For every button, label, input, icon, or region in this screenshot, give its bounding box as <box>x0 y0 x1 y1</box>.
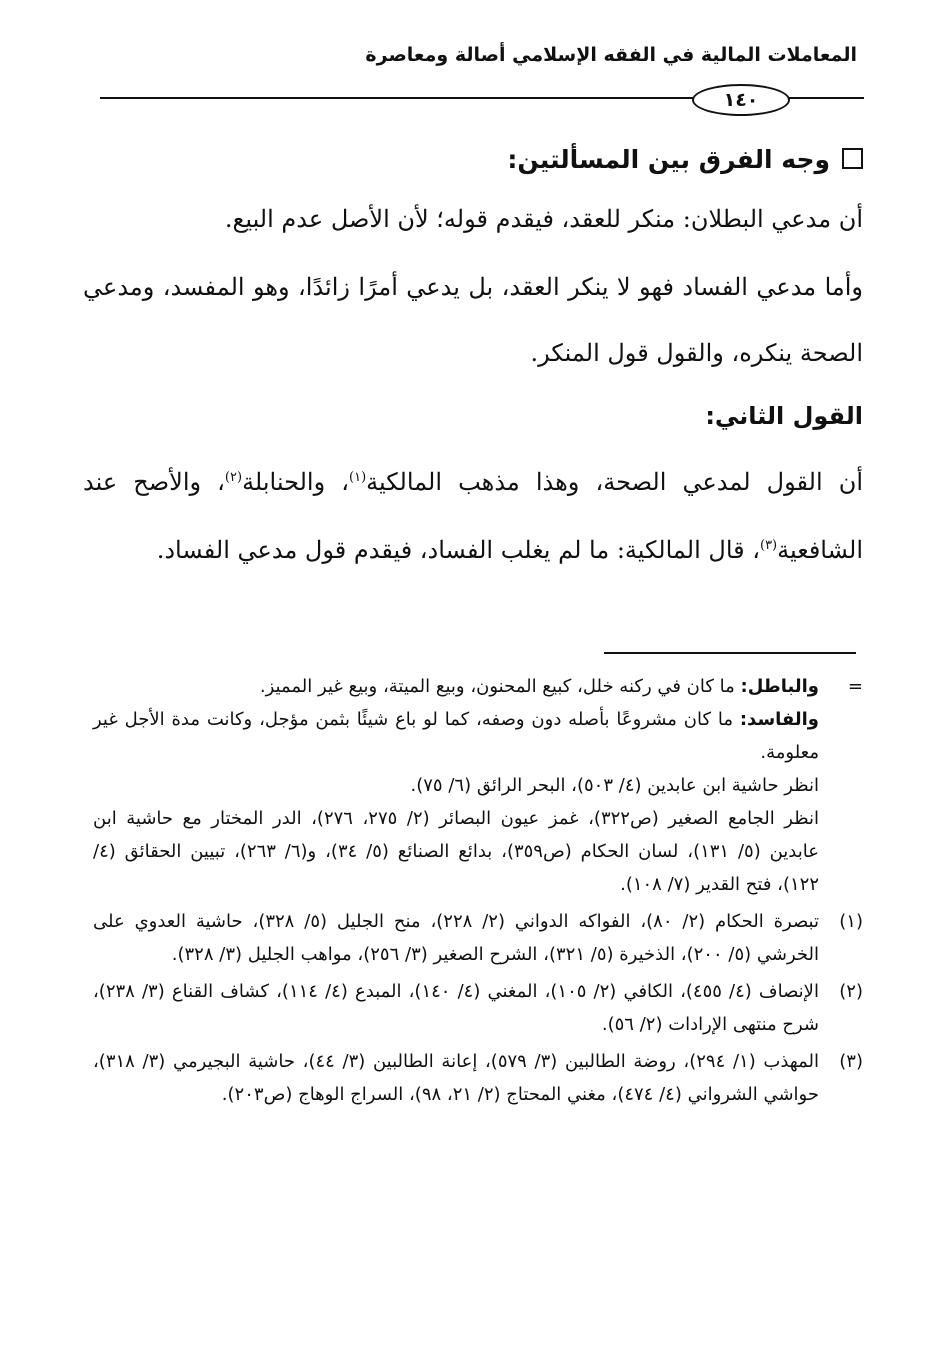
reference-a: انظر حاشية ابن عابدين (٤/ ٥٠٣)، البحر الرائق (٦/ ٧٥). <box>410 775 819 796</box>
footnote-3-text: المهذب (١/ ٢٩٤)، روضة الطالبين (٣/ ٥٧٩)، إعانة الطالبين (٣/ ٤٤)، حاشية البجيرمي (٣/ ٣١٨)، حواشي الشرواني (٤/ ٤٧٤)، مغني المحتاج (٢/ ٢١، ٩٨)، السراج الوهاج (ص٢٠٣). <box>93 1051 819 1105</box>
fasid-text: ما كان مشروعًا بأصله دون وصفه، كما لو باع شيئًا بثمن مؤجل، وكانت مدة الأجل غير معلومة. <box>93 709 819 763</box>
paragraph-3-part-b: ، والحنابلة <box>242 468 350 496</box>
footnote-1-text: تبصرة الحكام (٢/ ٨٠)، الفواكه الدواني (٢/ ٢٢٨)، منح الجليل (٥/ ٣٢٨)، حاشية العدوي على الخرشي (٥/ ٢٠٠)، الذخيرة (٥/ ٣٢١)، الشرح الصغير (٣/ ٢٥٦)، مواهب الجليل (٣/ ٣٢٨). <box>93 911 820 965</box>
fasid-definition <box>93 703 819 769</box>
footnote-2-text: الإنصاف (٤/ ٤٥٥)، الكافي (٢/ ١٠٥)، المغني (٤/ ١٤٠)، المبدع (٤/ ١١٤)، كشاف القناع (٣/ ٢٣٨)، شرح منتهى الإرادات (٢/ ٥٦). <box>93 981 819 1035</box>
paragraph-3-part-a: أن القول لمدعي الصحة، وهذا مذهب المالكية <box>366 468 864 496</box>
batil-label: والباطل: <box>740 676 819 697</box>
footnote-3-number: (٣) <box>839 1051 863 1072</box>
footnotes <box>93 670 863 1111</box>
page-number: ١٤٠ <box>692 84 790 116</box>
paragraph-3-part-c: ، والأصح عند الشافعية <box>83 468 863 564</box>
footnote-1-number: (١) <box>839 911 863 932</box>
section-heading <box>103 140 863 180</box>
batil-definition <box>93 670 819 703</box>
footnote-ref-3[interactable]: (٣) <box>759 538 778 553</box>
paragraph-3-part-d: ، قال المالكية: ما لم يغلب الفساد، فيقدم قول مدعي الفساد. <box>156 536 760 564</box>
continuation-mark: = <box>847 676 863 697</box>
footnote-ref-1[interactable]: (١) <box>349 470 367 485</box>
footnote-2-number: (٢) <box>839 981 863 1002</box>
paragraph-2: وأما مدعي الفساد فهو لا ينكر العقد، بل يدعي أمرًا زائدًا، وهو المفسد، ومدعي الصحة ينكره، والقول قول المنكر. <box>83 273 863 367</box>
running-title: المعاملات المالية في الفقه الإسلامي أصالة ومعاصرة <box>365 44 857 66</box>
second-opinion-heading: القول الثاني: <box>705 402 863 430</box>
footnote-1 <box>93 905 863 971</box>
paragraph-1: أن مدعي البطلان: منكر للعقد، فيقدم قوله؛ لأن الأصل عدم البيع. <box>224 205 863 233</box>
footnote-separator <box>604 652 856 654</box>
footnote-2 <box>93 975 863 1041</box>
footnote-continuation-body <box>93 670 819 901</box>
reference-b: انظر الجامع الصغير (ص٣٢٢)، غمز عيون البصائر (٢/ ٢٧٥، ٢٧٦)، الدر المختار مع حاشية ابن عابدين (٥/ ١٣١)، لسان الحكام (ص٣٥٩)، بدائع الصنائع (٥/ ٣٤)، و(٦/ ٢٦٣)، تبيين الحقائق (٤/ ١٢٢)، فتح القدير (٧/ ١٠٨). <box>93 808 819 895</box>
batil-text: ما كان في ركنه خلل، كبيع المحنون، وبيع الميتة، وبيع غير المميز. <box>259 676 735 697</box>
footnote-ref-2[interactable]: (٢) <box>224 470 243 485</box>
section-heading-text: وجه الفرق بين المسألتين: <box>507 145 830 174</box>
fasid-label: والفاسد: <box>739 709 819 730</box>
footnote-continuation <box>93 670 863 901</box>
footnote-3 <box>93 1045 863 1111</box>
paragraph-3 <box>83 448 863 584</box>
square-bullet-icon <box>842 148 863 169</box>
